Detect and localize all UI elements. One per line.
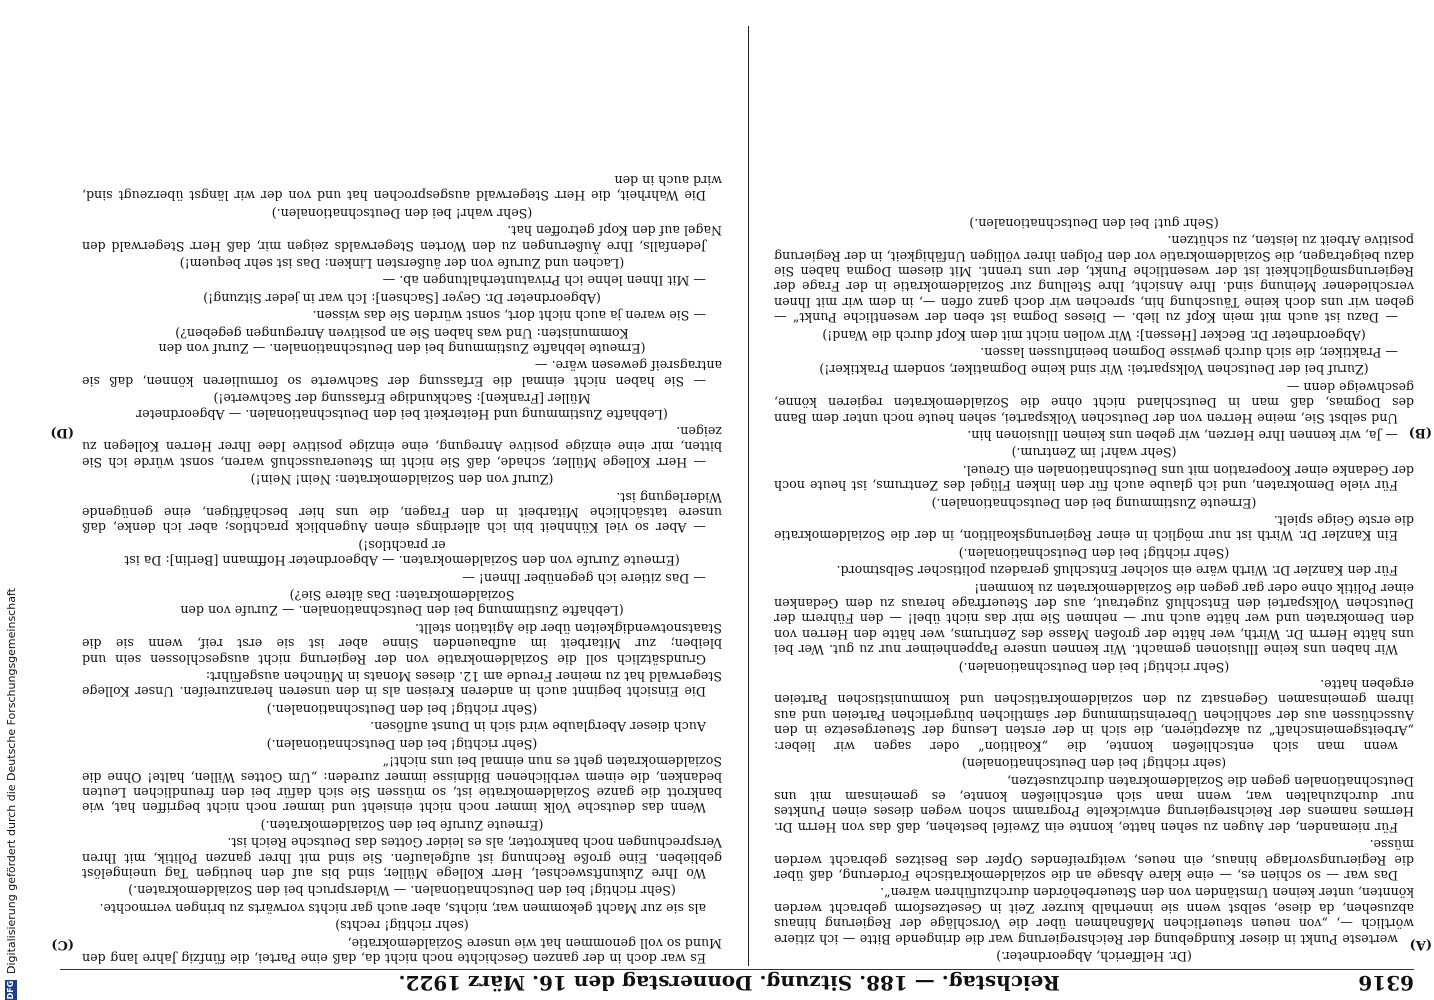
speech-paragraph: — Herr Kollege Müller, schade, daß Sie nicht im Steuerausschuß waren, sonst würde ich Sie bitten, mir eine einzige positive Anregung, eine einzige positive Idee Ihrer Herren Kollegen zu zeigen. [82,424,722,470]
stage-direction: (Erneute Zurufe von den Sozialdemokraten. — Abgeordneter Hoffmann [Berlin]: Da ist er prachtlos!) [124,537,680,569]
page-number: 6316 [1358,971,1414,995]
speech-paragraph: Für niemanden, der Augen zu sehen hatte, konnte ein Zweifel bestehen, daß das von Herrn Dr. Hermes namens der Reichsregierung entwickelte Programm schon wegen dieses einen Punktes nur durchzuhalten war, wenn man sich entschließen konnte, es gemeinsam mit uns Deutschnationalen gegen die Sozialdemokraten durchzusetzen, [774,773,1414,835]
stage-direction: (Sehr gut! bei den Deutschnationalen.) [969,215,1219,231]
credit-sidebar [0,0,22,1000]
stage-direction: (sehr richtig! rechts) [335,918,469,934]
stage-direction: (Dr. Helfferich, Abgeordneter.) [996,949,1192,964]
stage-direction: (Lachen und Zurufe von der äußersten Linken: Das ist sehr bequem!) [179,255,625,271]
stage-direction: (Lebhafte Zustimmung und Heiterkeit bei den Deutschnationalen. — Abgeordneter Müller [Franken]: Sachkundige Erfassung der Sachwerte!) [136,391,668,422]
stage-direction: (Erneute lebhafte Zustimmung bei den Deutschnationalen. — Zuruf von den Kommunisten: Und was haben Sie an positiven Anregungen gegeben?) [158,325,646,356]
stage-direction: (Lebhafte Zustimmung bei den Deutschnationalen. — Zurufe von den Sozialdemokraten: Das ältere Sie?) [180,588,624,619]
stage-direction: (Erneute Zustimmung bei den Deutschnationalen.) [931,495,1257,511]
speech-paragraph: — Dazu ist auch mit mein Kopf zu lieb. — Dieses Dogma ist eben der wesentliche Punkt“ — geben wir uns doch keine Täuschung hin, sprechen wir doch ganz offen —, in dem wir mit Ihnen verschiedener Meinung sind. Ihre Ansicht, Ihre Stellung zur Sozialdemokratie in der Frage der Regierungsmöglichkeit ist der wesentliche Punkt, der uns trennt. Mit diesem Dogma haben Sie dazu beigetragen, die Sozialdemokratie vor den Folgen ihrer völligen Unfähigkeit, in der Regierung positive Arbeit zu leisten, zu schützen. [774,233,1414,326]
speech-paragraph: Jedenfalls, Ihre Äußerungen zu den Worten Stegerwalds zeigen mir, daß Herr Stegerwald den Nagel auf den Kopf getroffen hat. [82,223,722,254]
speech-paragraph: Die Wahrheit, die Herr Stegerwald ausgesprochen hat und von der wir längst überzeugt sind, wird auch in den [82,172,722,204]
speech-paragraph: — Praktiker, die sich durch gewisse Dogmen beeinflussen lassen. [980,344,1398,360]
speech-paragraph: Ein Kanzler Dr. Wirth ist nur möglich in einer Regierungskoalition, in der die Sozialdemokratie die erste Geige spielt. [774,513,1414,544]
speech-paragraph: Wenn das deutsche Volk immer noch nicht einsieht und immer noch nicht begriffen hat, wie bankrott die ganze Sozialdemokratie ist, so müssen Sie sich dafür bei den freundlichen Leuten bedanken, die einem verblichenen Bildnisse immer zureden: „Um Gottes Willen, halte! Ohne die Sozialdemokraten geht es nun einmal bei uns nicht!“ [82,754,722,816]
credit-text: Digitalisierung gefördert durch die Deutsche Forschungsgemeinschaft [4,588,18,974]
stage-direction: (Sehr wahr! bei den Deutschnationalen.) [271,205,533,221]
page-title: Reichstag. — 188. Sitzung. Donnerstag den 16. März 1922. [398,971,1060,995]
left-column [774,16,1414,966]
speech-paragraph: Die Einsicht beginnt auch in anderen Kreisen als in den unseren heranzureifen. Unser Kollege Stegerwald hat zu meiner Freude am 12. dieses Monats in München ausgeführt: [82,669,722,700]
speech-paragraph: Für den Kanzler Dr. Wirth wäre ein solcher Entschluß geradezu politischer Selbstmord. [836,563,1398,579]
stage-direction: (Sehr richtig! bei den Deutschnationalen.) [958,659,1230,675]
margin-marker-b: (B) [1408,425,1432,440]
stage-direction: (Abgeordneter Dr. Becker [Hessen]: Wir wollen nicht mit dem Kopf durch die Wand!) [822,327,1366,343]
column-divider [748,26,749,966]
stage-direction: (Zuruf bei der Deutschen Volkspartei: Wir sind keine Dogmatiker, sondern Praktiker!) [819,362,1369,378]
speech-paragraph: Das war — so schien es, — eine klare Absage an die sozialdemokratische Forderung, daß über die Regierungsvorlage hinaus, ein neues, weitgreifendes Opfer des Besitzes gebracht werden müsse. [774,837,1414,883]
right-column [82,16,722,966]
speech-paragraph: werteste Punkt in dieser Kundgebung der Reichsregierung war die dringende Bitte — ich zitiere wörtlich —, „von neuen steuerlichen Maßnahmen über die Vorschläge der Regierung hinaus abzusehen, da diese, selbst wenn sie innerhalb kurzer Zeit in Gesetzesform gebracht werden könnten, unter keinen Umständen von den Steuerbehörden durchzuführen wären“. [774,885,1414,947]
speech-paragraph: — Ja, wir kennen Ihre Herzen, wir geben uns keinen Illusionen hin. [967,428,1398,443]
stage-direction: (Sehr richtig! bei den Deutschnationalen. — Widerspruch bei den Sozialdemokraten.) [128,883,676,899]
stage-direction: (sehr richtig! bei den Deutschnationalen) [961,756,1227,772]
stage-direction: (Zuruf von den Sozialdemokraten: Nein! Nein!) [250,472,554,488]
speech-paragraph: — Das zitiere ich gegenüber Ihnen! — [462,570,706,586]
speech-paragraph: Wo Ihre Zukunftswechsel, Herr Kollege Müller, sind bis auf den heutigen Tag uneingelöst geblieben. Eine große Rechnung ist aufgelaufen. Sie sind mit Ihrer ganzen Politik, mit Ihren Versprechungen noch bankrotter, als es leider Gottes das Deutsche Reich ist. [82,835,722,881]
stage-direction: (Sehr richtig! bei den Deutschnationalen.) [266,701,538,717]
speech-paragraph: — Aber so viel Kühnheit bin ich allerdings einen Augenblick prachtlos; aber ich denke, daß unsere tatsächliche Mitarbeit in den Fragen, die uns hier beschäftigen, eine genügende Widerlegung ist. [82,489,722,536]
speech-paragraph: — Sie haben nicht einmal die Erfassung der Sachwerte so formulieren können, daß sie antragsreif gewesen wäre. — [82,358,722,389]
stage-direction: (Sehr wahr! im Zentrum.) [1011,445,1177,461]
speech-paragraph: Es war doch in der ganzen Geschichte noch nicht da, daß eine Partei, die fünfzig Jahre lang den Mund so voll genommen hat wie unsere Sozialdemokratie, [82,935,722,966]
speech-paragraph: Und selbst Sie, meine Herren von der Deutschen Volkspartei, sehen heute noch unter dem Bann des Dogmas, daß man in Deutschland nicht ohne die Sozialdemokraten regieren könne, geschweige denn — [774,379,1414,426]
margin-marker-c: (C) [51,937,74,952]
credit-line [2,100,20,1000]
margin-marker-a: (A) [1409,937,1432,952]
speech-paragraph: Wir haben uns keine Illusionen gemacht. Wir kennen unsere Pappenheimer nur zu gut. Wer bei uns hätte Herrn Dr. Wirth, wer hätte der großen Masse des Zentrums, wer hätte den Herren von den Demokraten und wer hätte auch nur — nehmen Sie mir das nicht übel! — den Führern der Deutschen Volkspartei den Entschluß zugetraut, aus der Steuerfrage heraus zu dem Gedanken einer Politik ohne oder gar gegen die Sozialdemokraten zu kommen! [774,580,1414,658]
speech-paragraph: — Mit Ihnen lehne ich Privatunterhaltungen ab. — [382,273,706,289]
speech-paragraph: Für viele Demokraten, und ich glaube auch für den linken Flügel des Zentrums, ist heute noch der Gedanke einer Kooperation mit uns Deutschnationalen ein Greuel. [774,462,1414,494]
stage-direction: (Sehr richtig! bei den Deutschnationalen.) [958,545,1230,561]
stage-direction: (Sehr richtig! bei den Deutschnationalen.) [266,736,538,752]
margin-marker-d: (D) [50,425,74,440]
speech-paragraph: als sie zur Macht gekommen war, nichts, aber auch gar nichts vorwärts zu bringen vermochte. [99,900,706,916]
speech-paragraph: Auch dieser Aberglaube wird sich in Dunst auflösen. [370,719,706,735]
document-page [40,0,1434,1000]
speech-paragraph: wenn man sich entschließen konnte, die „Koalition“ oder sagen wir lieber: „Arbeitsgemeinschaft“ zu akzeptieren, die sich in der ersten Lesung der Steuergesetze in den Ausschüssen aus der sachlichen Übereinstimmung der sämtlichen bürgerlichen Parteien und aus ihrem gemeinsamen Gegensatz zu den sozialdemokratischen und kommunistischen Parteien ergeben hatte. [774,677,1414,754]
speech-paragraph: — Sie waren ja auch nicht dort, sonst würden Sie das wissen. [312,308,706,324]
stage-direction: (Abgeordneter Dr. Geyer [Sachsen]: Ich war in jeder Sitzung!) [203,290,601,306]
stage-direction: (Erneute Zurufe bei den Sozialdemokraten.) [260,817,544,833]
page-header [60,969,1414,996]
dfg-logo-icon: DFG [6,980,15,1000]
speech-paragraph: Grundsätzlich soll die Sozialdemokratie von der Regierung nicht ausgeschlossen sein und bleiben; zur Mitarbeit im aufbauenden Sinne aber ist sie erst reif, wenn sie die Staatsnotwendigkeiten über die Agitation stellt. [82,620,722,667]
